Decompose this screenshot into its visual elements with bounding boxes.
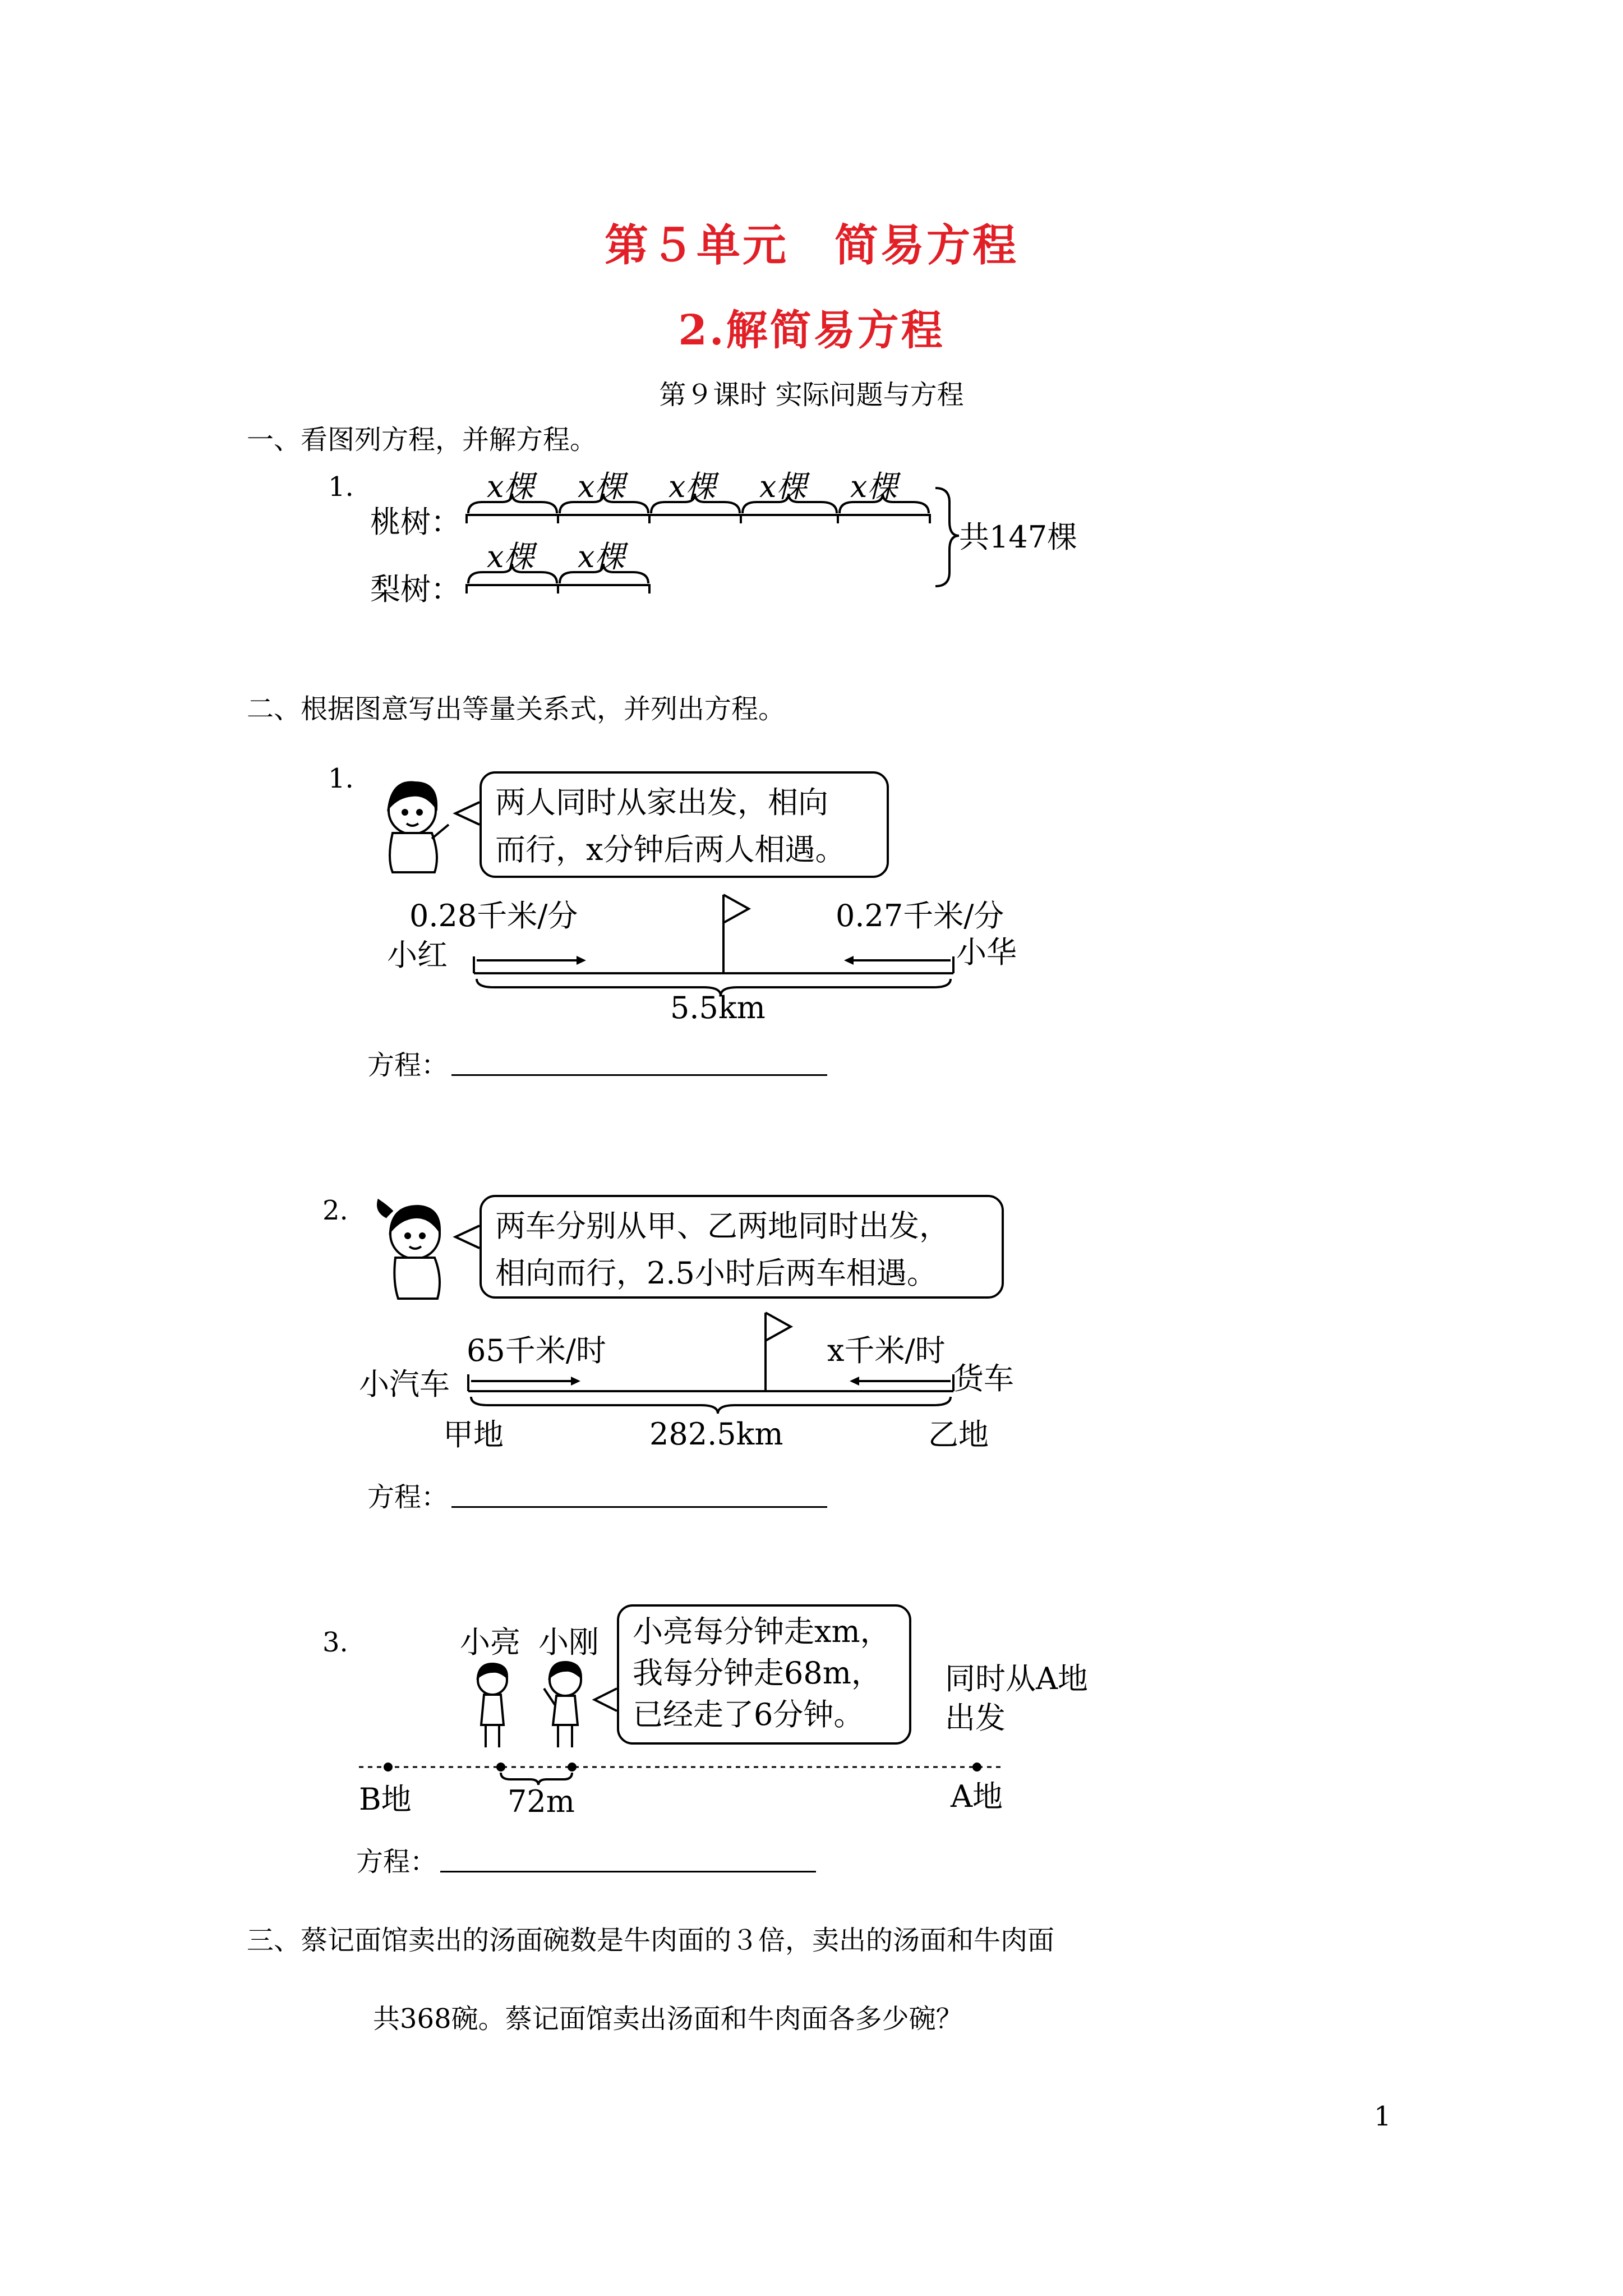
girl-figure-q2 bbox=[378, 1200, 440, 1299]
peach-label: 桃树： bbox=[370, 504, 461, 540]
place-jia: 甲地 bbox=[443, 1417, 504, 1452]
peach-seg-label-5: x棵 bbox=[850, 469, 898, 504]
peach-seg-label-4: x棵 bbox=[759, 469, 807, 504]
peach-seg-label-3: x棵 bbox=[668, 469, 716, 504]
q2-road bbox=[468, 1313, 953, 1414]
peach-tree-bar bbox=[467, 515, 930, 523]
total-brace bbox=[935, 488, 959, 586]
speech-q3-line3: 已经走了6分钟。 bbox=[633, 1697, 864, 1732]
xiaohua-speed: 0.27千米/分 bbox=[836, 898, 1004, 933]
speech-q1-line1: 两人同时从家出发，相向 bbox=[495, 785, 828, 820]
lesson-title: 第９课时 实际问题与方程 bbox=[659, 379, 964, 411]
page-number: 1 bbox=[1374, 2101, 1391, 2132]
q2-flag bbox=[766, 1313, 791, 1341]
peach-braces bbox=[468, 494, 929, 513]
part1-q1-number: 1. bbox=[328, 471, 354, 503]
part3-line1: 三、蔡记面馆卖出的汤面碗数是牛肉面的３倍，卖出的汤面和牛肉面 bbox=[247, 1925, 1055, 1956]
part2-heading: 二、根据图意写出等量关系式，并列出方程。 bbox=[247, 693, 786, 725]
truck-name: 货车 bbox=[953, 1361, 1014, 1396]
xiaogang-name: 小刚 bbox=[538, 1625, 599, 1660]
section-title: 2.解简易方程 bbox=[678, 306, 945, 355]
unit-title: 第５单元 简易方程 bbox=[604, 220, 1018, 271]
pear-label: 梨树： bbox=[370, 572, 461, 607]
place-a: A地 bbox=[951, 1779, 1003, 1814]
q1-equation-label: 方程： bbox=[367, 1050, 449, 1081]
pear-seg-label-2: x棵 bbox=[578, 539, 625, 574]
part2-q3-number: 3. bbox=[322, 1627, 348, 1658]
q1-road bbox=[474, 895, 953, 996]
place-b: B地 bbox=[359, 1782, 412, 1817]
q3-note-line1: 同时从A地 bbox=[945, 1661, 1088, 1696]
peach-seg-label-1: x棵 bbox=[487, 469, 534, 504]
total-trees-label: 共147棵 bbox=[959, 519, 1078, 555]
q1-distance: 5.5km bbox=[670, 990, 766, 1025]
xiaohong-name: 小红 bbox=[387, 937, 448, 973]
speech-q3-line2: 我每分钟走68m， bbox=[633, 1655, 882, 1691]
boy-figure-xiaogang bbox=[544, 1662, 581, 1747]
xiaoliang-name: 小亮 bbox=[460, 1625, 520, 1660]
pear-seg-label-1: x棵 bbox=[487, 539, 534, 574]
part2-q2-number: 2. bbox=[322, 1195, 348, 1226]
boy-figure-xiaoliang bbox=[478, 1664, 507, 1747]
point-xiaoliang bbox=[568, 1763, 577, 1772]
car-name: 小汽车 bbox=[359, 1366, 450, 1402]
point-a bbox=[972, 1763, 981, 1772]
pear-tree-bar bbox=[467, 564, 649, 593]
part2-q1-number: 1. bbox=[328, 763, 354, 794]
xiaohong-speed: 0.28千米/分 bbox=[409, 898, 578, 933]
speech-q2-line2: 相向而行，2.5小时后两车相遇。 bbox=[495, 1255, 937, 1291]
speech-q1-line2: 而行，x分钟后两人相遇。 bbox=[495, 832, 846, 867]
speech-q3-line1: 小亮每分钟走xm， bbox=[633, 1614, 891, 1649]
point-b bbox=[384, 1763, 393, 1772]
place-yi: 乙地 bbox=[928, 1417, 989, 1452]
q3-gap: 72m bbox=[508, 1784, 575, 1819]
truck-speed: x千米/时 bbox=[827, 1333, 946, 1368]
q1-flag bbox=[723, 895, 749, 923]
q2-distance: 282.5km bbox=[649, 1416, 783, 1452]
part1-heading: 一、看图列方程，并解方程。 bbox=[247, 424, 597, 455]
peach-seg-label-2: x棵 bbox=[578, 469, 625, 504]
car-speed: 65千米/时 bbox=[467, 1333, 606, 1368]
xiaohua-name: 小华 bbox=[956, 935, 1017, 970]
girl-figure-q1 bbox=[389, 783, 449, 872]
speech-q2-line1: 两车分别从甲、乙两地同时出发， bbox=[495, 1208, 949, 1244]
point-xiaogang bbox=[496, 1763, 505, 1772]
q3-note-line2: 出发 bbox=[945, 1700, 1006, 1736]
q2-equation-label: 方程： bbox=[367, 1481, 449, 1513]
q3-equation-label: 方程： bbox=[356, 1846, 437, 1878]
part3-line2: 共368碗。蔡记面馆卖出汤面和牛肉面各多少碗？ bbox=[373, 2003, 963, 2035]
